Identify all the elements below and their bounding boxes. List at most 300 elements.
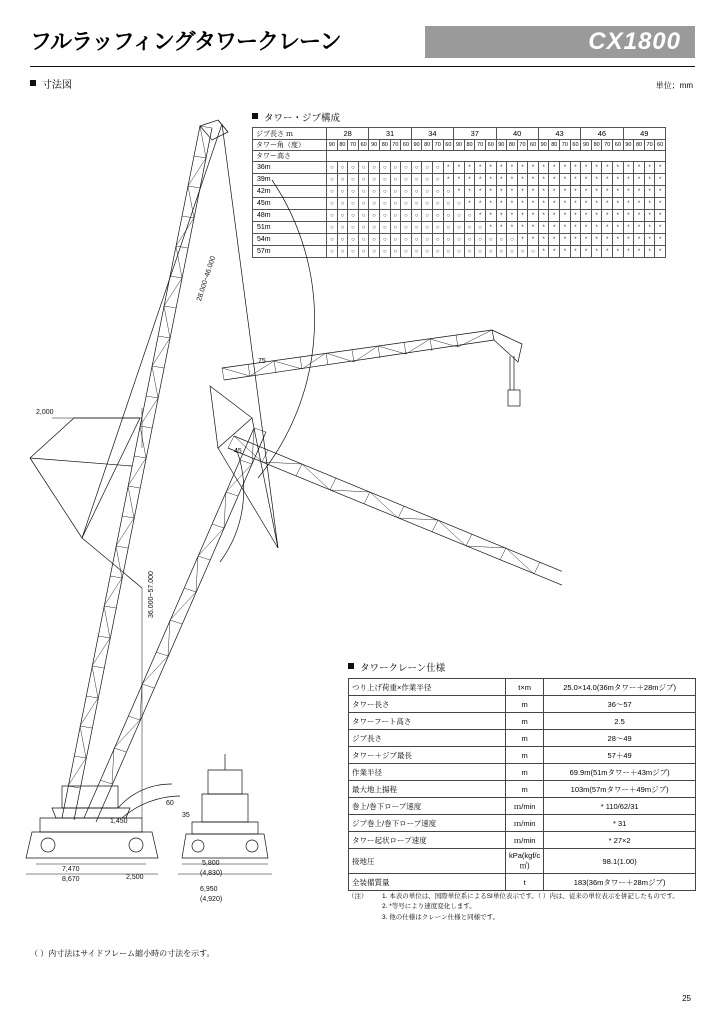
spec-name: 最大地上揚程 (349, 781, 506, 798)
dim-tower-length: 28.000~46.000 (196, 255, 218, 303)
tj-cell: * (560, 162, 571, 174)
tj-cell: ○ (422, 222, 433, 234)
tj-cell: ○ (422, 234, 433, 246)
tj-cell: ○ (443, 246, 454, 258)
tj-cell: ○ (337, 234, 348, 246)
tj-cell: ○ (422, 162, 433, 174)
tj-cell: ○ (443, 222, 454, 234)
tj-cell: * (602, 186, 613, 198)
tj-cell: * (475, 198, 486, 210)
tj-angle: 80 (337, 140, 348, 151)
dim-5800: 5,800 (202, 860, 220, 867)
tj-cell: * (538, 234, 549, 246)
tj-cell: * (634, 210, 645, 222)
tj-cell: * (528, 162, 539, 174)
tj-cell: * (655, 198, 666, 210)
tj-angle: 60 (485, 140, 496, 151)
tj-angle: 60 (443, 140, 454, 151)
tj-angle: 80 (634, 140, 645, 151)
header (30, 24, 695, 60)
tj-cell: ○ (432, 174, 443, 186)
tj-angle: 90 (369, 140, 380, 151)
tj-cell: * (655, 210, 666, 222)
tj-cell: * (591, 222, 602, 234)
tj-cell: * (634, 162, 645, 174)
tj-cell: * (538, 186, 549, 198)
tj-cell: * (485, 186, 496, 198)
tj-cell: ○ (379, 222, 390, 234)
tj-cell: ○ (337, 186, 348, 198)
tj-cell: * (549, 186, 560, 198)
spec-unit: m (506, 747, 544, 764)
footnote: （ ）内寸法はサイドフレーム縮小時の寸法を示す。 (30, 949, 215, 958)
tj-cell: ○ (379, 162, 390, 174)
tj-cell: * (644, 186, 655, 198)
tj-cell: * (570, 246, 581, 258)
tj-cell: * (581, 186, 592, 198)
tj-angle: 90 (538, 140, 549, 151)
tj-cell: * (623, 210, 634, 222)
tj-jib-length: 34 (411, 128, 453, 140)
tj-cell: * (623, 186, 634, 198)
unit-note: 単位；mm (655, 81, 693, 90)
tj-jib-length: 43 (538, 128, 580, 140)
tj-angle: 60 (655, 140, 666, 151)
tj-tower-height: 57m (253, 246, 327, 258)
spec-name: ジブ巻上/巻下ロープ速度 (349, 815, 506, 832)
tj-angle: 60 (528, 140, 539, 151)
tower-jib-title-label: タワー・ジブ構成 (264, 113, 341, 124)
spec-table-block (348, 660, 696, 891)
header-rule (30, 66, 695, 67)
tj-cell: * (623, 162, 634, 174)
tj-cell: * (560, 210, 571, 222)
tj-cell: ○ (475, 222, 486, 234)
tj-cell: * (528, 210, 539, 222)
tj-cell: * (464, 186, 475, 198)
tj-angle: 80 (507, 140, 518, 151)
tj-cell: * (560, 198, 571, 210)
tj-cell: ○ (422, 210, 433, 222)
tj-angle: 80 (379, 140, 390, 151)
tj-cell: * (549, 246, 560, 258)
tj-cell: * (454, 162, 465, 174)
tj-cell: ○ (432, 186, 443, 198)
spec-name: タワー長さ (349, 696, 506, 713)
spec-value: 183(36mタワー＋28mジブ) (544, 874, 696, 891)
tj-cell: ○ (411, 186, 422, 198)
tj-cell: ○ (369, 246, 380, 258)
tj-cell: * (570, 234, 581, 246)
tj-cell: ○ (401, 174, 412, 186)
tj-cell: * (634, 246, 645, 258)
tj-cell: * (549, 162, 560, 174)
tj-cell: * (581, 210, 592, 222)
tj-cell: * (528, 234, 539, 246)
tj-cell: ○ (390, 210, 401, 222)
tj-cell: * (475, 174, 486, 186)
tj-cell: ○ (422, 246, 433, 258)
spec-value: 36～57 (544, 696, 696, 713)
spec-value: 25.0×14.0(36mタワー＋28mジブ) (544, 679, 696, 696)
tj-cell: ○ (390, 234, 401, 246)
tj-cell: * (581, 234, 592, 246)
tj-cell: ○ (454, 234, 465, 246)
tj-angle: 70 (348, 140, 359, 151)
dim-4920: (4,920) (200, 896, 223, 903)
tj-cell: ○ (327, 234, 338, 246)
note-item: 2. *等号により速度変化します。 (382, 903, 476, 911)
bullet-square-icon (348, 663, 354, 669)
tj-cell: * (517, 162, 528, 174)
tj-cell: * (549, 198, 560, 210)
tj-cell: * (560, 174, 571, 186)
tj-cell: ○ (327, 210, 338, 222)
tj-cell: * (634, 186, 645, 198)
tj-cell: ○ (401, 198, 412, 210)
tj-cell: ○ (327, 198, 338, 210)
spec-value: 98.1(1.00) (544, 849, 696, 874)
tj-cell: * (507, 162, 518, 174)
table-row (349, 730, 696, 747)
tj-tower-height: 54m (253, 234, 327, 246)
tj-cell: * (464, 174, 475, 186)
tj-tower-height: 42m (253, 186, 327, 198)
tj-cell: * (644, 234, 655, 246)
tj-cell: ○ (528, 246, 539, 258)
spec-table (348, 678, 696, 891)
tj-header-tower-angle: タワー角（度） (253, 140, 327, 151)
table-row (349, 679, 696, 696)
spec-unit: m (506, 713, 544, 730)
tj-cell: * (644, 198, 655, 210)
angle-45: 45 (234, 448, 242, 455)
tj-cell: ○ (401, 234, 412, 246)
tj-cell: ○ (507, 234, 518, 246)
tj-cell: ○ (401, 210, 412, 222)
dim-7470: 7,470 (62, 866, 80, 873)
tj-cell: * (485, 222, 496, 234)
table-row (349, 849, 696, 874)
tj-cell: ○ (327, 174, 338, 186)
tj-angle: 60 (613, 140, 624, 151)
tj-cell: * (485, 198, 496, 210)
spec-value: * 110/62/31 (544, 798, 696, 815)
tj-cell: ○ (411, 174, 422, 186)
spec-name: 作業半径 (349, 764, 506, 781)
tj-cell: ○ (411, 222, 422, 234)
tj-cell: * (475, 186, 486, 198)
tj-cell: ○ (496, 234, 507, 246)
tj-cell: * (570, 162, 581, 174)
section-heading-label: 寸法図 (42, 80, 72, 91)
tj-cell: ○ (337, 210, 348, 222)
tj-cell: ○ (369, 234, 380, 246)
tj-cell: ○ (443, 186, 454, 198)
tj-cell: ○ (401, 222, 412, 234)
tj-angle: 60 (401, 140, 412, 151)
tj-cell: * (528, 174, 539, 186)
tj-angle: 90 (327, 140, 338, 151)
tj-angle: 60 (358, 140, 369, 151)
dim-2000-text: 2,000 (36, 409, 54, 416)
tj-cell: * (602, 210, 613, 222)
tj-angle: 70 (390, 140, 401, 151)
tj-cell: ○ (358, 234, 369, 246)
tj-jib-length: 31 (369, 128, 411, 140)
tj-cell: ○ (337, 174, 348, 186)
section-heading (30, 76, 72, 91)
tj-cell: * (591, 198, 602, 210)
tj-cell: * (517, 210, 528, 222)
bullet-square-icon (30, 80, 36, 86)
tj-tower-height: 36m (253, 162, 327, 174)
note-item: 3. 他の仕様はクレーン仕様と同様です。 (382, 913, 500, 921)
model-band (425, 26, 695, 58)
tj-cell: ○ (411, 198, 422, 210)
tj-cell: ○ (358, 174, 369, 186)
tj-angle: 70 (517, 140, 528, 151)
spec-unit: t (506, 874, 544, 891)
table-row (349, 747, 696, 764)
tj-cell: * (464, 198, 475, 210)
tj-cell: * (634, 222, 645, 234)
tj-cell: * (560, 234, 571, 246)
tj-cell: ○ (464, 246, 475, 258)
tj-cell: * (655, 186, 666, 198)
table-row (349, 832, 696, 849)
spec-name: 全装備質量 (349, 874, 506, 891)
tj-cell: * (538, 210, 549, 222)
tj-cell: * (464, 162, 475, 174)
tj-cell: ○ (337, 162, 348, 174)
table-row (349, 713, 696, 730)
tj-cell: * (570, 174, 581, 186)
tj-cell: ○ (348, 234, 359, 246)
tj-cell: ○ (411, 234, 422, 246)
tj-cell: * (549, 222, 560, 234)
tj-cell: ○ (432, 222, 443, 234)
tj-cell: * (623, 198, 634, 210)
tj-cell: * (560, 222, 571, 234)
tj-cell: * (507, 198, 518, 210)
tj-cell: ○ (379, 186, 390, 198)
tj-cell: * (454, 174, 465, 186)
tj-cell: ○ (464, 234, 475, 246)
tj-angle: 80 (591, 140, 602, 151)
tj-cell: * (538, 246, 549, 258)
spec-title-label: タワークレーン仕様 (360, 663, 446, 674)
tj-cell: * (507, 174, 518, 186)
tj-cell: * (475, 162, 486, 174)
spec-unit: m (506, 764, 544, 781)
tj-cell: * (517, 198, 528, 210)
tj-cell: * (496, 210, 507, 222)
spec-value: * 31 (544, 815, 696, 832)
tj-cell: ○ (443, 198, 454, 210)
tj-cell: * (644, 162, 655, 174)
tj-cell: ○ (454, 198, 465, 210)
table-row (349, 874, 696, 891)
tj-cell: ○ (369, 222, 380, 234)
tj-cell: ○ (390, 174, 401, 186)
tj-cell: * (443, 174, 454, 186)
tj-cell: * (623, 222, 634, 234)
tj-cell: ○ (337, 222, 348, 234)
table-row (349, 781, 696, 798)
tj-tower-height: 45m (253, 198, 327, 210)
tj-cell: * (644, 174, 655, 186)
tj-cell: * (485, 174, 496, 186)
tj-cell: * (602, 174, 613, 186)
spec-value: 57＋49 (544, 747, 696, 764)
tj-cell: ○ (507, 246, 518, 258)
tj-cell: * (591, 234, 602, 246)
tj-angle: 70 (602, 140, 613, 151)
tj-cell: ○ (348, 198, 359, 210)
tj-cell: * (507, 222, 518, 234)
tj-cell: ○ (485, 234, 496, 246)
tj-cell: * (644, 210, 655, 222)
tj-cell: * (496, 174, 507, 186)
tj-cell: ○ (358, 162, 369, 174)
dim-2500: 2,500 (126, 874, 144, 881)
spec-value: * 27×2 (544, 832, 696, 849)
dim-6950: 6,950 (200, 886, 218, 893)
tj-cell: ○ (379, 234, 390, 246)
tj-cell: ○ (422, 198, 433, 210)
tj-cell: * (538, 174, 549, 186)
tj-cell: ○ (379, 198, 390, 210)
tj-angle: 70 (560, 140, 571, 151)
tj-cell: * (549, 210, 560, 222)
spec-name: タワーフート高さ (349, 713, 506, 730)
tj-cell: * (507, 210, 518, 222)
tj-angle: 70 (475, 140, 486, 151)
tj-cell: * (496, 162, 507, 174)
tj-cell: * (644, 222, 655, 234)
tj-tower-height: 51m (253, 222, 327, 234)
tj-cell: ○ (411, 162, 422, 174)
tj-cell: ○ (348, 210, 359, 222)
tj-cell: * (475, 210, 486, 222)
dim-1450: 1,450 (110, 818, 128, 825)
tj-cell: ○ (348, 246, 359, 258)
tj-cell: * (581, 198, 592, 210)
tj-cell: * (560, 186, 571, 198)
tj-cell: ○ (401, 246, 412, 258)
tj-cell: * (623, 246, 634, 258)
tj-cell: * (644, 246, 655, 258)
tj-cell: * (528, 222, 539, 234)
tj-cell: * (454, 186, 465, 198)
tj-cell: * (613, 186, 624, 198)
tj-cell: * (602, 246, 613, 258)
tj-cell: * (591, 162, 602, 174)
tj-cell: * (570, 222, 581, 234)
tj-tower-height: 39m (253, 174, 327, 186)
tj-cell: ○ (390, 186, 401, 198)
spec-name: ジブ長さ (349, 730, 506, 747)
tj-cell: * (549, 174, 560, 186)
tj-cell: * (581, 162, 592, 174)
tj-angle: 90 (581, 140, 592, 151)
tj-cell: ○ (379, 174, 390, 186)
tj-cell: * (538, 162, 549, 174)
tj-cell: ○ (475, 246, 486, 258)
tj-cell: ○ (358, 210, 369, 222)
tj-cell: ○ (348, 162, 359, 174)
tj-cell: * (613, 222, 624, 234)
tj-cell: ○ (327, 162, 338, 174)
tj-cell: * (507, 186, 518, 198)
tj-cell: ○ (369, 210, 380, 222)
tj-cell: ○ (358, 222, 369, 234)
spec-unit: ｍ/min (506, 798, 544, 815)
tj-header-tower-height: タワー高さ (253, 151, 327, 162)
tj-cell: * (485, 210, 496, 222)
note-item: 1. 本表の単位は、国際単位系によるSI単位表示です。（ ）内は、従来の単位表示を併記したものです。 (382, 893, 679, 900)
tj-cell: ○ (454, 246, 465, 258)
notes-block (348, 892, 696, 923)
tj-cell: * (655, 246, 666, 258)
tj-cell: * (517, 222, 528, 234)
tj-cell: * (549, 234, 560, 246)
tj-cell: ○ (464, 210, 475, 222)
tj-cell: * (496, 198, 507, 210)
tj-cell: * (591, 174, 602, 186)
tj-cell: * (591, 210, 602, 222)
tj-cell: * (517, 186, 528, 198)
spec-value: 2.5 (544, 713, 696, 730)
tj-cell: ○ (358, 246, 369, 258)
spec-value: 103m(57mタワー＋49mジブ) (544, 781, 696, 798)
tj-cell: ○ (327, 222, 338, 234)
tj-cell: ○ (411, 246, 422, 258)
tj-cell: ○ (369, 186, 380, 198)
tj-cell: ○ (517, 246, 528, 258)
tj-cell: ○ (369, 198, 380, 210)
tj-cell: * (613, 234, 624, 246)
tj-cell: * (570, 210, 581, 222)
angle-60: 60 (166, 800, 174, 807)
tj-cell: ○ (401, 162, 412, 174)
tj-cell: * (443, 162, 454, 174)
tj-cell: * (655, 234, 666, 246)
spec-name: つり上げ荷重×作業半径 (349, 679, 506, 696)
tj-cell: * (634, 174, 645, 186)
tj-cell: * (496, 186, 507, 198)
tj-angle: 70 (644, 140, 655, 151)
tj-cell: ○ (348, 174, 359, 186)
angle-35: 35 (182, 812, 190, 819)
tj-cell: ○ (411, 210, 422, 222)
tj-cell: * (655, 162, 666, 174)
tj-cell: * (591, 246, 602, 258)
notes-label: （注） (348, 893, 368, 900)
tj-cell: ○ (443, 210, 454, 222)
tj-cell: ○ (327, 186, 338, 198)
tj-cell: * (528, 186, 539, 198)
tj-cell: ○ (379, 246, 390, 258)
tj-cell: ○ (369, 174, 380, 186)
page-title: フルラッフィングタワークレーン (30, 29, 341, 54)
tj-cell: * (634, 234, 645, 246)
tj-cell: ○ (401, 186, 412, 198)
tj-cell: * (613, 210, 624, 222)
spec-unit: m (506, 781, 544, 798)
tj-angle: 60 (570, 140, 581, 151)
